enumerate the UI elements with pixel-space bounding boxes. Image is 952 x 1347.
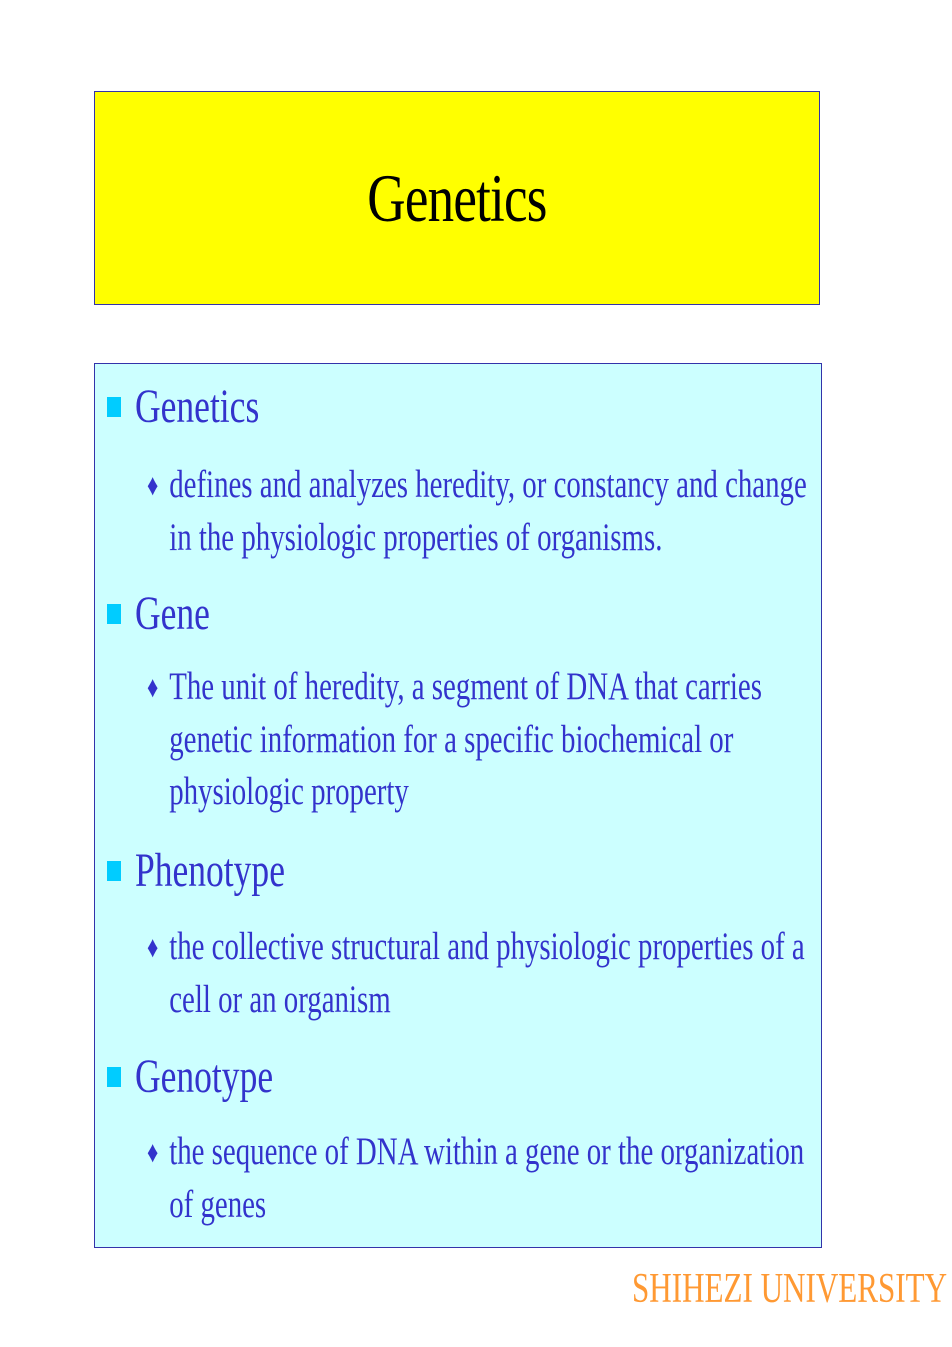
title-banner bbox=[94, 91, 820, 305]
definition-line: physiologic property bbox=[169, 770, 409, 813]
definition-text bbox=[147, 459, 807, 564]
university-footer: SHIHEZI UNIVERSITY bbox=[632, 1266, 948, 1312]
definition-line: in the physiologic properties of organisms. bbox=[169, 516, 663, 559]
definition-line: genetic information for a specific biochemical or bbox=[169, 718, 734, 761]
definition-line: cell or an organism bbox=[169, 978, 391, 1021]
term-heading: Genotype bbox=[135, 1050, 274, 1103]
square-bullet-icon bbox=[107, 604, 121, 624]
diamond-bullet-icon: ♦ bbox=[147, 931, 159, 964]
page-title: Genetics bbox=[367, 159, 547, 236]
definition-line: The unit of heredity, a segment of DNA that carries bbox=[169, 665, 762, 708]
definition-line: of genes bbox=[169, 1183, 267, 1226]
square-bullet-icon bbox=[107, 1067, 121, 1087]
definition-line: the collective structural and physiologic properties of a bbox=[169, 925, 805, 968]
definition-text bbox=[147, 1126, 805, 1231]
square-bullet-icon bbox=[107, 861, 121, 881]
definition-text bbox=[147, 921, 805, 1026]
definition-line: defines and analyzes heredity, or constancy and change bbox=[169, 463, 807, 506]
definition-text bbox=[147, 661, 769, 818]
diamond-bullet-icon: ♦ bbox=[147, 1136, 159, 1169]
diamond-bullet-icon: ♦ bbox=[147, 671, 159, 704]
definition-line: the sequence of DNA within a gene or the organization bbox=[169, 1130, 805, 1173]
term-heading: Genetics bbox=[135, 380, 260, 433]
term-heading: Gene bbox=[135, 587, 210, 640]
square-bullet-icon bbox=[107, 397, 121, 417]
definitions-panel bbox=[94, 363, 822, 1248]
diamond-bullet-icon: ♦ bbox=[147, 469, 159, 502]
term-heading: Phenotype bbox=[135, 844, 285, 897]
